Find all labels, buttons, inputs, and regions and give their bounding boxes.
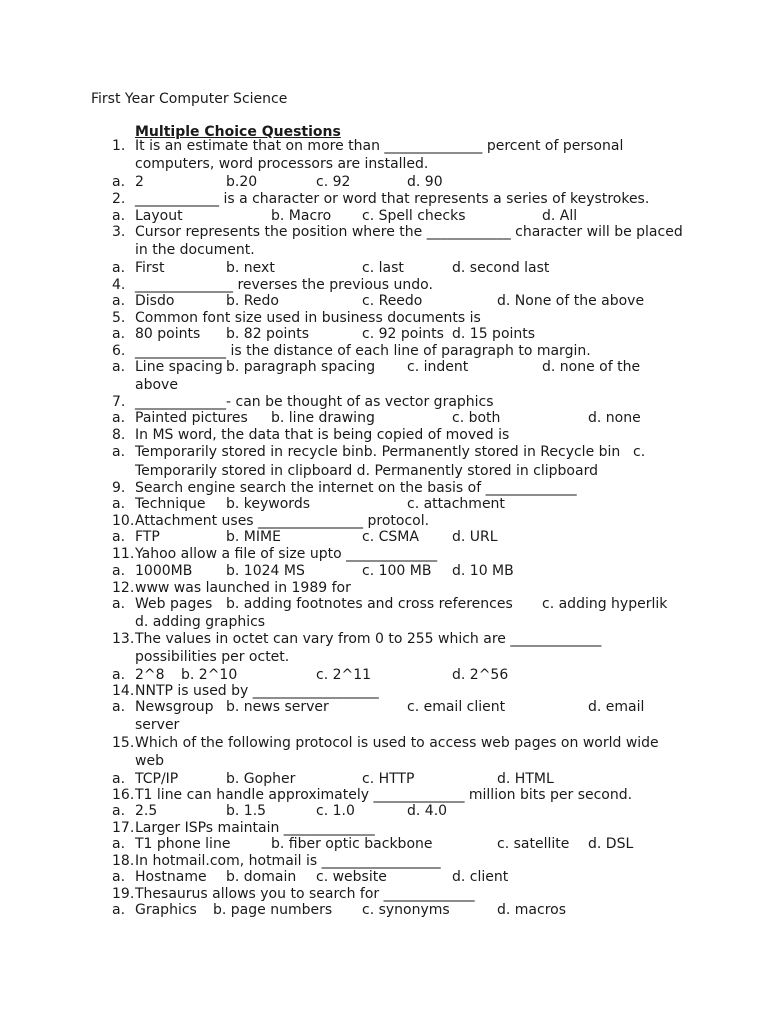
answer-option: d. 10 MB bbox=[452, 563, 514, 579]
answer-option: b. Redo bbox=[226, 293, 279, 309]
answer-option: c. Reedo bbox=[362, 293, 423, 309]
answer-option: c. synonyms bbox=[362, 902, 450, 918]
question-text: _____________- can be thought of as vector graphics bbox=[135, 394, 494, 410]
answer-option: Disdo bbox=[135, 293, 175, 309]
question-text: web bbox=[135, 753, 164, 769]
answer-option: TCP/IP bbox=[135, 771, 179, 787]
option-marker: a. bbox=[112, 293, 126, 309]
answer-option: b. Macro bbox=[271, 208, 332, 224]
answer-option: c. 92 bbox=[316, 174, 351, 190]
option-marker: a. bbox=[112, 496, 126, 512]
answer-option: c. 100 MB bbox=[362, 563, 432, 579]
question-number: 17. bbox=[112, 820, 135, 836]
answer-option: above bbox=[135, 377, 178, 393]
answer-option: 2^8 bbox=[135, 667, 165, 683]
answer-option: d. HTML bbox=[497, 771, 554, 787]
answer-option: Temporarily stored in recycle binb. Permanently stored in Recycle bin bbox=[135, 444, 621, 460]
answer-option: b. line drawing bbox=[271, 410, 375, 426]
answer-option: d. 4.0 bbox=[407, 803, 448, 819]
answer-option: b. domain bbox=[226, 869, 297, 885]
question-text: Which of the following protocol is used to access web pages on world wide bbox=[135, 735, 659, 751]
answer-option: d. macros bbox=[497, 902, 567, 918]
question-text: ______________ reverses the previous undo. bbox=[135, 277, 433, 293]
answer-option: Painted pictures bbox=[135, 410, 248, 426]
answer-option: First bbox=[135, 260, 165, 276]
question-number: 7. bbox=[112, 394, 126, 410]
option-marker: a. bbox=[112, 326, 126, 342]
answer-option: d. None of the above bbox=[497, 293, 645, 309]
answer-option: 2.5 bbox=[135, 803, 158, 819]
answer-option: b. paragraph spacing bbox=[226, 359, 376, 375]
answer-option: Temporarily stored in clipboard d. Permanently stored in clipboard bbox=[135, 463, 598, 479]
answer-option: d. adding graphics bbox=[135, 614, 266, 630]
answer-option: Hostname bbox=[135, 869, 207, 885]
question-text: The values in octet can vary from 0 to 255 which are _____________ bbox=[135, 631, 602, 647]
answer-option: c. attachment bbox=[407, 496, 505, 512]
answer-option: c. satellite bbox=[497, 836, 570, 852]
question-number: 3. bbox=[112, 224, 126, 240]
option-marker: a. bbox=[112, 529, 126, 545]
answer-option: c. CSMA bbox=[362, 529, 419, 545]
question-text: Common font size used in business documents is bbox=[135, 310, 481, 326]
option-marker: a. bbox=[112, 208, 126, 224]
answer-option: c. HTTP bbox=[362, 771, 415, 787]
option-marker: a. bbox=[112, 260, 126, 276]
question-text: _____________ is the distance of each line of paragraph to margin. bbox=[135, 343, 591, 359]
question-text: www was launched in 1989 for bbox=[135, 580, 351, 596]
answer-option: c. bbox=[633, 444, 646, 460]
question-number: 10. bbox=[112, 513, 135, 529]
answer-option: c. website bbox=[316, 869, 387, 885]
answer-option: 2 bbox=[135, 174, 144, 190]
question-number: 5. bbox=[112, 310, 126, 326]
answer-option: b.20 bbox=[226, 174, 258, 190]
answer-option: b. 1.5 bbox=[226, 803, 267, 819]
question-text: T1 line can handle approximately _____________ million bits per second. bbox=[135, 787, 633, 803]
answer-option: d. URL bbox=[452, 529, 498, 545]
answer-option: Graphics bbox=[135, 902, 197, 918]
option-marker: a. bbox=[112, 869, 126, 885]
question-number: 19. bbox=[112, 886, 135, 902]
answer-option: Web pages bbox=[135, 596, 213, 612]
answer-option: 80 points bbox=[135, 326, 201, 342]
answer-option: d. client bbox=[452, 869, 509, 885]
option-marker: a. bbox=[112, 803, 126, 819]
answer-option: Layout bbox=[135, 208, 183, 224]
answer-option: c. email client bbox=[407, 699, 506, 715]
answer-option: d. DSL bbox=[588, 836, 634, 852]
answer-option: d. email bbox=[588, 699, 645, 715]
question-number: 12. bbox=[112, 580, 135, 596]
answer-option: c. adding hyperlik bbox=[542, 596, 668, 612]
answer-option: c. 1.0 bbox=[316, 803, 355, 819]
answer-option: d. 2^56 bbox=[452, 667, 509, 683]
question-number: 18. bbox=[112, 853, 135, 869]
answer-option: b. Gopher bbox=[226, 771, 296, 787]
option-marker: a. bbox=[112, 563, 126, 579]
answer-option: d. none of the bbox=[542, 359, 641, 375]
answer-option: c. indent bbox=[407, 359, 469, 375]
answer-option: d. second last bbox=[452, 260, 550, 276]
option-marker: a. bbox=[112, 410, 126, 426]
answer-option: server bbox=[135, 717, 180, 733]
question-text: ____________ is a character or word that represents a series of keystrokes. bbox=[135, 191, 650, 207]
answer-option: b. adding footnotes and cross references bbox=[226, 596, 513, 612]
option-marker: a. bbox=[112, 699, 126, 715]
option-marker: a. bbox=[112, 174, 126, 190]
option-marker: a. bbox=[112, 596, 126, 612]
option-marker: a. bbox=[112, 902, 126, 918]
question-number: 8. bbox=[112, 427, 126, 443]
answer-option: T1 phone line bbox=[135, 836, 231, 852]
question-text: possibilities per octet. bbox=[135, 649, 290, 665]
answer-option: c. 92 points bbox=[362, 326, 444, 342]
question-number: 15. bbox=[112, 735, 135, 751]
answer-option: Technique bbox=[135, 496, 206, 512]
question-number: 14. bbox=[112, 683, 135, 699]
question-text: Attachment uses _______________ protocol. bbox=[135, 513, 430, 529]
option-marker: a. bbox=[112, 667, 126, 683]
section-heading: Multiple Choice Questions bbox=[135, 124, 341, 140]
question-number: 2. bbox=[112, 191, 126, 207]
question-number: 11. bbox=[112, 546, 135, 562]
question-text: It is an estimate that on more than ______________ percent of personal bbox=[135, 138, 624, 154]
option-marker: a. bbox=[112, 771, 126, 787]
answer-option: c. 2^11 bbox=[316, 667, 372, 683]
question-text: in the document. bbox=[135, 242, 255, 258]
option-marker: a. bbox=[112, 444, 126, 460]
question-text: Yahoo allow a file of size upto _____________ bbox=[135, 546, 438, 562]
answer-option: Line spacing bbox=[135, 359, 223, 375]
option-marker: a. bbox=[112, 359, 126, 375]
answer-option: b. fiber optic backbone bbox=[271, 836, 433, 852]
answer-option: b. news server bbox=[226, 699, 329, 715]
question-number: 4. bbox=[112, 277, 126, 293]
answer-option: c. last bbox=[362, 260, 404, 276]
question-text: In hotmail.com, hotmail is _________________ bbox=[135, 853, 441, 869]
question-text: computers, word processors are installed. bbox=[135, 156, 429, 172]
answer-option: b. next bbox=[226, 260, 275, 276]
answer-option: d. All bbox=[542, 208, 578, 224]
question-number: 16. bbox=[112, 787, 135, 803]
question-number: 1. bbox=[112, 138, 126, 154]
answer-option: d. 15 points bbox=[452, 326, 536, 342]
question-number: 9. bbox=[112, 480, 126, 496]
document-title: First Year Computer Science bbox=[91, 91, 288, 107]
answer-option: 1000MB bbox=[135, 563, 193, 579]
answer-option: c. both bbox=[452, 410, 501, 426]
question-text: In MS word, the data that is being copied of moved is bbox=[135, 427, 510, 443]
question-text: Cursor represents the position where the ____________ character will be placed bbox=[135, 224, 683, 240]
answer-option: b. 82 points bbox=[226, 326, 310, 342]
answer-option: d. 90 bbox=[407, 174, 443, 190]
answer-option: d. none bbox=[588, 410, 641, 426]
question-number: 6. bbox=[112, 343, 126, 359]
answer-option: b. page numbers bbox=[213, 902, 333, 918]
answer-option: b. MIME bbox=[226, 529, 281, 545]
answer-option: b. keywords bbox=[226, 496, 310, 512]
question-text: Thesaurus allows you to search for _____________ bbox=[135, 886, 475, 902]
answer-option: FTP bbox=[135, 529, 160, 545]
question-text: NNTP is used by __________________ bbox=[135, 683, 379, 699]
question-text: Search engine search the internet on the basis of _____________ bbox=[135, 480, 577, 496]
question-number: 13. bbox=[112, 631, 135, 647]
answer-option: c. Spell checks bbox=[362, 208, 466, 224]
question-text: Larger ISPs maintain _____________ bbox=[135, 820, 375, 836]
answer-option: b. 1024 MS bbox=[226, 563, 305, 579]
answer-option: Newsgroup bbox=[135, 699, 214, 715]
answer-option: b. 2^10 bbox=[181, 667, 238, 683]
option-marker: a. bbox=[112, 836, 126, 852]
